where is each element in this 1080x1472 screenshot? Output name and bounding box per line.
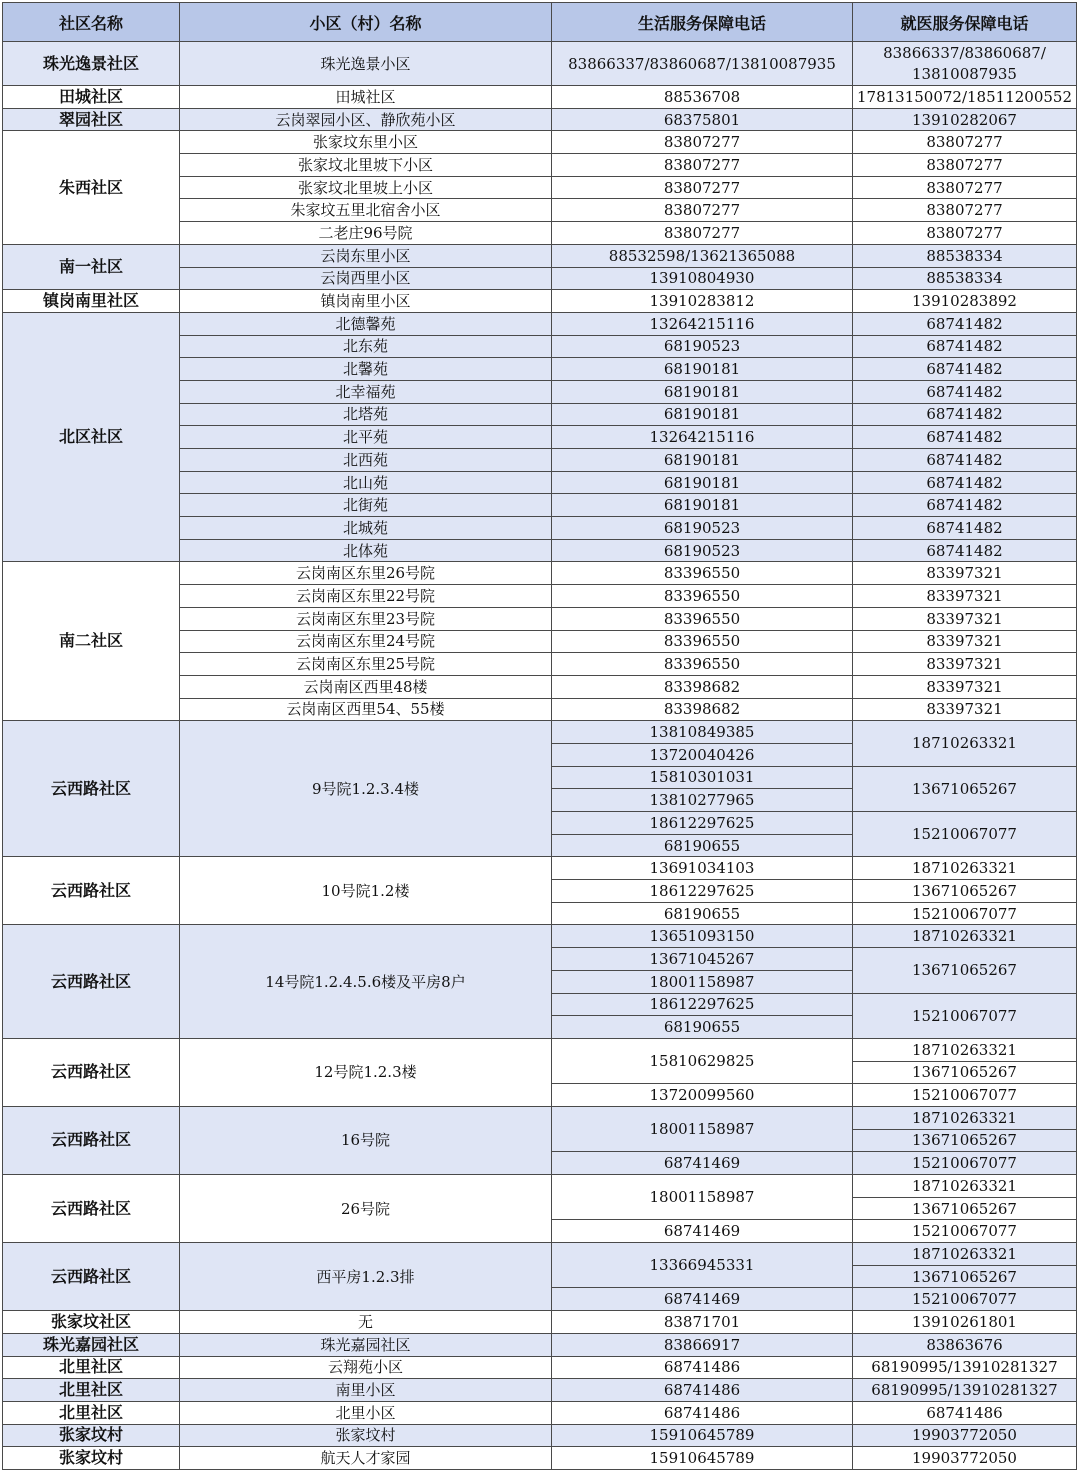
table-cell: 云岗东里小区	[180, 244, 552, 267]
table-cell: 10号院1.2楼	[180, 857, 552, 925]
table-row	[3, 1038, 1077, 1061]
table-cell: 北城苑	[180, 517, 552, 540]
table-cell: 13671065267	[853, 880, 1077, 903]
community-cell: 云西路社区	[3, 925, 180, 1038]
table-cell: 83396550	[552, 607, 853, 630]
table-cell: 68190523	[552, 517, 853, 540]
table-cell: 9号院1.2.3.4楼	[180, 721, 552, 857]
table-cell: 云岗南区东里23号院	[180, 607, 552, 630]
table-cell: 18710263321	[853, 1106, 1077, 1129]
table-cell: 88532598/13621365088	[552, 244, 853, 267]
table-cell: 13691034103	[552, 857, 853, 880]
table-cell: 83396550	[552, 585, 853, 608]
table-cell: 83398682	[552, 698, 853, 721]
table-cell: 18612297625	[552, 812, 853, 835]
table-body	[3, 42, 1077, 1470]
table-cell: 北西苑	[180, 449, 552, 472]
table-cell: 13366945331	[552, 1243, 853, 1288]
table-cell: 68741482	[853, 403, 1077, 426]
table-cell: 18710263321	[853, 721, 1077, 766]
table-cell: 18612297625	[552, 993, 853, 1016]
table-cell: 14号院1.2.4.5.6楼及平房8户	[180, 925, 552, 1038]
table-cell: 68190181	[552, 494, 853, 517]
table-cell: 无	[180, 1311, 552, 1334]
table-cell: 珠光嘉园社区	[180, 1333, 552, 1356]
table-cell: 83807277	[853, 222, 1077, 245]
table-cell: 15210067077	[853, 902, 1077, 925]
table-cell: 张家坟村	[180, 1424, 552, 1447]
table-row	[3, 312, 1077, 335]
table-cell: 云岗南区西里54、55楼	[180, 698, 552, 721]
community-cell: 朱西社区	[3, 131, 180, 244]
table-cell: 张家坟北里坡上小区	[180, 176, 552, 199]
table-cell: 83863676	[853, 1333, 1077, 1356]
table-cell: 15210067077	[853, 812, 1077, 857]
table-cell: 15210067077	[853, 1084, 1077, 1107]
table-cell: 83807277	[552, 199, 853, 222]
table-row	[3, 42, 1077, 86]
table-cell: 68190655	[552, 1016, 853, 1039]
table-cell: 17813150072/18511200552	[853, 86, 1077, 109]
table-cell: 83397321	[853, 585, 1077, 608]
community-cell: 云西路社区	[3, 857, 180, 925]
table-cell: 83397321	[853, 698, 1077, 721]
table-cell: 83807277	[552, 222, 853, 245]
table-cell: 68190523	[552, 335, 853, 358]
community-cell: 南二社区	[3, 562, 180, 721]
table-cell: 68190181	[552, 403, 853, 426]
table-cell: 18710263321	[853, 1038, 1077, 1061]
table-cell: 68741469	[552, 1220, 853, 1243]
table-cell: 19903772050	[853, 1447, 1077, 1470]
table-cell: 张家坟北里坡下小区	[180, 154, 552, 177]
table-cell: 68741482	[853, 471, 1077, 494]
table-cell: 83871701	[552, 1311, 853, 1334]
table-cell: 83398682	[552, 675, 853, 698]
table-cell: 13264215116	[552, 426, 853, 449]
table-cell: 15910645789	[552, 1447, 853, 1470]
community-cell: 珠光逸景社区	[3, 42, 180, 86]
table-cell: 88538334	[853, 244, 1077, 267]
table-cell: 68190181	[552, 380, 853, 403]
table-cell: 83396550	[552, 562, 853, 585]
table-cell: 83807277	[853, 154, 1077, 177]
table-cell: 68741486	[552, 1379, 853, 1402]
table-header-row	[3, 3, 1077, 42]
table-cell: 88538334	[853, 267, 1077, 290]
table-cell: 13910261801	[853, 1311, 1077, 1334]
table-row	[3, 1447, 1077, 1470]
table-cell: 26号院	[180, 1175, 552, 1243]
table-cell: 北德馨苑	[180, 312, 552, 335]
table-cell: 18710263321	[853, 1175, 1077, 1198]
table-cell: 83807277	[853, 176, 1077, 199]
table-cell: 68741486	[552, 1356, 853, 1379]
community-cell: 云西路社区	[3, 1175, 180, 1243]
community-cell: 北区社区	[3, 312, 180, 562]
table-cell: 田城社区	[180, 86, 552, 109]
table-row	[3, 1243, 1077, 1266]
table-cell: 13910283812	[552, 290, 853, 313]
table-row	[3, 131, 1077, 154]
header-subdistrict: 小区（村）名称	[180, 3, 552, 42]
service-phone-table	[2, 2, 1077, 1470]
table-row	[3, 857, 1077, 880]
table-cell: 云岗南区东里22号院	[180, 585, 552, 608]
table-cell: 13671045267	[552, 948, 853, 971]
community-cell: 张家坟社区	[3, 1311, 180, 1334]
table-row	[3, 925, 1077, 948]
table-cell: 北里小区	[180, 1401, 552, 1424]
header-medical-service-phone: 就医服务保障电话	[853, 3, 1077, 42]
table-cell: 13671065267	[853, 766, 1077, 811]
table-cell: 13671065267	[853, 1265, 1077, 1288]
table-cell: 北馨苑	[180, 358, 552, 381]
table-cell: 航天人才家园	[180, 1447, 552, 1470]
table-cell: 83807277	[552, 154, 853, 177]
table-cell: 68741482	[853, 426, 1077, 449]
community-cell: 珠光嘉园社区	[3, 1333, 180, 1356]
table-cell: 18710263321	[853, 1243, 1077, 1266]
table-cell: 68190995/13910281327	[853, 1356, 1077, 1379]
table-cell: 68741482	[853, 380, 1077, 403]
table-cell: 云岗翠园小区、静欣苑小区	[180, 108, 552, 131]
table-cell: 15210067077	[853, 1220, 1077, 1243]
table-cell: 68190655	[552, 834, 853, 857]
community-cell: 南一社区	[3, 244, 180, 289]
table-row	[3, 108, 1077, 131]
table-cell: 13264215116	[552, 312, 853, 335]
header-living-service-phone: 生活服务保障电话	[552, 3, 853, 42]
table-cell: 83807277	[853, 131, 1077, 154]
table-cell: 北东苑	[180, 335, 552, 358]
table-cell: 68741482	[853, 358, 1077, 381]
table-cell: 83397321	[853, 653, 1077, 676]
table-cell: 68741482	[853, 335, 1077, 358]
table-cell: 83396550	[552, 630, 853, 653]
table-cell: 张家坟东里小区	[180, 131, 552, 154]
community-cell: 云西路社区	[3, 1038, 180, 1106]
table-cell: 18001158987	[552, 1175, 853, 1220]
table-cell: 15210067077	[853, 993, 1077, 1038]
table-cell: 13910282067	[853, 108, 1077, 131]
table-cell: 83807277	[552, 131, 853, 154]
table-cell: 18710263321	[853, 857, 1077, 880]
table-row	[3, 1333, 1077, 1356]
community-cell: 田城社区	[3, 86, 180, 109]
table-cell: 13651093150	[552, 925, 853, 948]
table-cell: 13671065267	[853, 1129, 1077, 1152]
community-cell: 云西路社区	[3, 721, 180, 857]
table-cell: 83397321	[853, 630, 1077, 653]
table-row	[3, 1311, 1077, 1334]
table-cell: 二老庄96号院	[180, 222, 552, 245]
community-cell: 镇岗南里社区	[3, 290, 180, 313]
table-cell: 13910804930	[552, 267, 853, 290]
table-row	[3, 1106, 1077, 1129]
table-cell: 88536708	[552, 86, 853, 109]
community-cell: 张家坟村	[3, 1447, 180, 1470]
table-cell: 68741486	[552, 1401, 853, 1424]
table-cell: 15210067077	[853, 1152, 1077, 1175]
table-cell: 16号院	[180, 1106, 552, 1174]
table-row	[3, 244, 1077, 267]
table-cell: 83397321	[853, 675, 1077, 698]
table-cell: 68741482	[853, 494, 1077, 517]
table-row	[3, 562, 1077, 585]
community-cell: 云西路社区	[3, 1106, 180, 1174]
table-cell: 镇岗南里小区	[180, 290, 552, 313]
table-cell: 北街苑	[180, 494, 552, 517]
table-row	[3, 1424, 1077, 1447]
table-cell: 68190181	[552, 471, 853, 494]
table-cell: 83396550	[552, 653, 853, 676]
table-cell: 68190655	[552, 902, 853, 925]
table-cell: 13720040426	[552, 743, 853, 766]
table-cell: 18710263321	[853, 925, 1077, 948]
table-cell: 68190181	[552, 358, 853, 381]
table-cell: 68741469	[552, 1152, 853, 1175]
table-cell: 18001158987	[552, 1106, 853, 1151]
table-cell: 云翔苑小区	[180, 1356, 552, 1379]
community-cell: 张家坟村	[3, 1424, 180, 1447]
table-cell: 西平房1.2.3排	[180, 1243, 552, 1311]
table-cell: 68375801	[552, 108, 853, 131]
table-cell: 68190181	[552, 449, 853, 472]
table-cell: 68741482	[853, 539, 1077, 562]
community-cell: 北里社区	[3, 1356, 180, 1379]
table-cell: 北塔苑	[180, 403, 552, 426]
table-cell: 83866337/83860687/13810087935	[552, 42, 853, 86]
table-row	[3, 86, 1077, 109]
table-cell: 13671065267	[853, 948, 1077, 993]
table-cell: 15810629825	[552, 1038, 853, 1083]
table-cell: 19903772050	[853, 1424, 1077, 1447]
table-cell: 83397321	[853, 562, 1077, 585]
table-cell: 北幸福苑	[180, 380, 552, 403]
table-cell: 13720099560	[552, 1084, 853, 1107]
table-cell: 珠光逸景小区	[180, 42, 552, 86]
table-cell: 朱家坟五里北宿舍小区	[180, 199, 552, 222]
table-cell: 云岗南区东里24号院	[180, 630, 552, 653]
table-cell: 68741482	[853, 449, 1077, 472]
table-cell: 68190995/13910281327	[853, 1379, 1077, 1402]
community-cell: 北里社区	[3, 1401, 180, 1424]
table-row	[3, 1175, 1077, 1198]
table-row	[3, 721, 1077, 744]
community-cell: 翠园社区	[3, 108, 180, 131]
table-cell: 北山苑	[180, 471, 552, 494]
table-cell: 68741482	[853, 312, 1077, 335]
table-cell: 13910283892	[853, 290, 1077, 313]
table-cell: 云岗南区西里48楼	[180, 675, 552, 698]
table-cell: 18001158987	[552, 970, 853, 993]
table-cell: 83866337/83860687/ 13810087935	[853, 42, 1077, 86]
table-cell: 13810849385	[552, 721, 853, 744]
table-cell: 15910645789	[552, 1424, 853, 1447]
table-cell: 18612297625	[552, 880, 853, 903]
table-cell: 13671065267	[853, 1061, 1077, 1084]
table-cell: 13810277965	[552, 789, 853, 812]
table-cell: 12号院1.2.3楼	[180, 1038, 552, 1106]
table-cell: 83397321	[853, 607, 1077, 630]
table-cell: 北平苑	[180, 426, 552, 449]
table-row	[3, 290, 1077, 313]
header-community: 社区名称	[3, 3, 180, 42]
table-cell: 83866917	[552, 1333, 853, 1356]
table-cell: 68190523	[552, 539, 853, 562]
table-cell: 83807277	[552, 176, 853, 199]
table-cell: 15810301031	[552, 766, 853, 789]
table-cell: 68741469	[552, 1288, 853, 1311]
table-cell: 云岗西里小区	[180, 267, 552, 290]
community-cell: 云西路社区	[3, 1243, 180, 1311]
table-cell: 68741482	[853, 517, 1077, 540]
table-row	[3, 1379, 1077, 1402]
table-cell: 南里小区	[180, 1379, 552, 1402]
table-cell: 68741486	[853, 1401, 1077, 1424]
table-cell: 15210067077	[853, 1288, 1077, 1311]
table-row	[3, 1356, 1077, 1379]
table-row	[3, 1401, 1077, 1424]
table-cell: 云岗南区东里26号院	[180, 562, 552, 585]
table-cell: 北体苑	[180, 539, 552, 562]
table-cell: 83807277	[853, 199, 1077, 222]
table-cell: 云岗南区东里25号院	[180, 653, 552, 676]
table-cell: 13671065267	[853, 1197, 1077, 1220]
community-cell: 北里社区	[3, 1379, 180, 1402]
